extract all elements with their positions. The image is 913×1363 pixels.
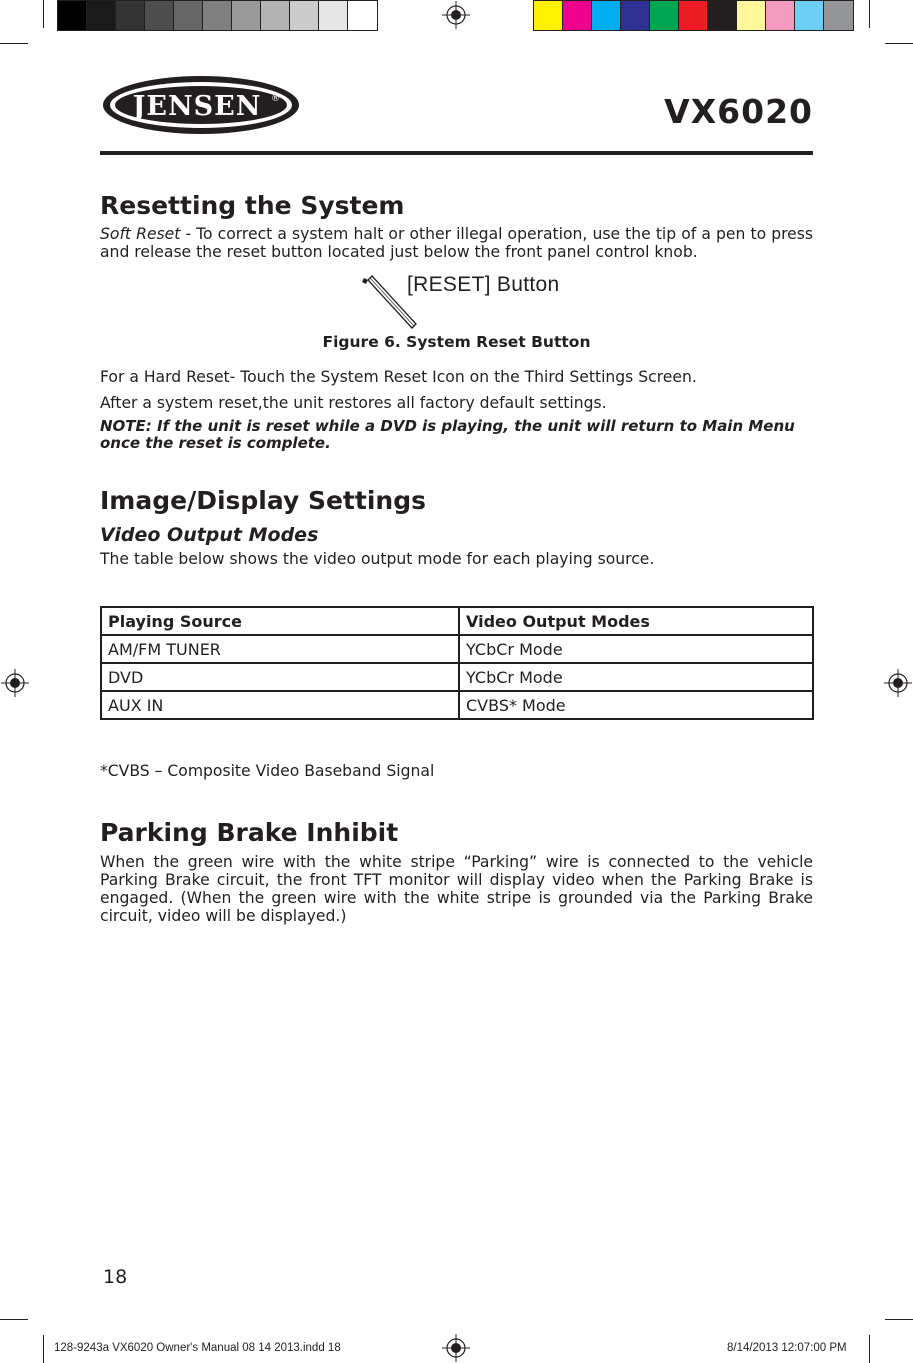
header-rule xyxy=(100,151,813,155)
jensen-logo xyxy=(101,74,301,136)
color-swatch xyxy=(795,1,824,30)
color-swatch xyxy=(621,1,650,30)
hard-reset-text: For a Hard Reset- Touch the System Reset Icon on the Third Settings Screen. xyxy=(100,368,697,386)
color-swatch xyxy=(87,1,116,30)
crop-mark xyxy=(885,1319,913,1320)
crop-mark xyxy=(0,43,28,44)
figure-caption: Figure 6. System Reset Button xyxy=(322,333,591,351)
section-title-reset: Resetting the System xyxy=(100,191,405,220)
color-swatch xyxy=(563,1,592,30)
table-row xyxy=(101,663,813,691)
color-swatch xyxy=(534,1,563,30)
print-slug-file: 128-9243a VX6020 Owner's Manual 08 14 2013.indd 18 xyxy=(54,1342,341,1354)
crop-mark xyxy=(869,0,870,28)
color-swatch xyxy=(708,1,737,30)
model-number: VX6020 xyxy=(664,92,813,131)
color-swatch xyxy=(261,1,290,30)
color-swatch xyxy=(116,1,145,30)
reset-note: NOTE: If the unit is reset while a DVD is playing, the unit will return to Main Menu once the reset is complete. xyxy=(100,417,795,452)
table-row xyxy=(101,635,813,663)
grayscale-color-bar xyxy=(57,0,378,31)
color-swatch xyxy=(203,1,232,30)
soft-reset-paragraph xyxy=(100,225,813,261)
table-cell-source: AM/FM TUNER xyxy=(101,635,459,663)
crop-mark xyxy=(0,1319,28,1320)
brand-name: JENSEN xyxy=(132,91,262,122)
table-cell-mode: YCbCr Mode xyxy=(459,635,813,663)
color-swatch xyxy=(58,1,87,30)
table-cell-source: DVD xyxy=(101,663,459,691)
table-row xyxy=(101,691,813,719)
table-intro: The table below shows the video output mode for each playing source. xyxy=(100,550,655,568)
print-slug-timestamp: 8/14/2013 12:07:00 PM xyxy=(727,1342,847,1354)
page-number: 18 xyxy=(103,1266,128,1288)
table-cell-source: AUX IN xyxy=(101,691,459,719)
color-swatch xyxy=(650,1,679,30)
soft-reset-label: Soft Reset xyxy=(100,225,181,243)
crop-mark xyxy=(43,1335,44,1363)
color-swatch xyxy=(290,1,319,30)
subsection-title-video-output: Video Output Modes xyxy=(100,524,319,546)
reset-button-label: [RESET] Button xyxy=(407,273,560,296)
after-reset-text: After a system reset,the unit restores all factory default settings. xyxy=(100,394,607,412)
column-header-video-output-modes: Video Output Modes xyxy=(459,607,813,635)
table-cell-mode: CVBS* Mode xyxy=(459,691,813,719)
crop-mark xyxy=(43,0,44,28)
color-swatch xyxy=(174,1,203,30)
color-swatch xyxy=(737,1,766,30)
color-swatch xyxy=(592,1,621,30)
registration-mark-icon xyxy=(884,669,912,697)
color-swatch xyxy=(679,1,708,30)
registered-mark: ® xyxy=(271,94,280,104)
cvbs-footnote: *CVBS – Composite Video Baseband Signal xyxy=(100,762,435,780)
column-header-playing-source: Playing Source xyxy=(101,607,459,635)
color-swatch xyxy=(319,1,348,30)
registration-mark-icon xyxy=(442,1,470,29)
color-swatch xyxy=(824,1,853,30)
registration-mark-icon xyxy=(442,1334,470,1362)
crop-mark xyxy=(869,1335,870,1363)
crop-mark xyxy=(885,43,913,44)
section-title-parking-brake: Parking Brake Inhibit xyxy=(100,818,399,847)
soft-reset-text: - To correct a system halt or other illegal operation, use the tip of a pen to press and release the reset button located just below the front panel control knob. xyxy=(100,225,813,261)
color-swatch xyxy=(348,1,377,30)
video-output-table xyxy=(100,606,814,720)
process-color-bar xyxy=(533,0,854,31)
table-header-row xyxy=(101,607,813,635)
table-cell-mode: YCbCr Mode xyxy=(459,663,813,691)
color-swatch xyxy=(232,1,261,30)
color-swatch xyxy=(145,1,174,30)
section-title-image-display: Image/Display Settings xyxy=(100,486,426,515)
registration-mark-icon xyxy=(1,669,29,697)
parking-brake-text: When the green wire with the white stripe “Parking” wire is connected to the vehicle Parking Brake circuit, the front TFT monitor will display video when the Parking Brake is engaged. (When the green wire with the white stripe is grounded via the Parking Brake circuit, video will be displayed.) xyxy=(100,853,813,925)
color-swatch xyxy=(766,1,795,30)
